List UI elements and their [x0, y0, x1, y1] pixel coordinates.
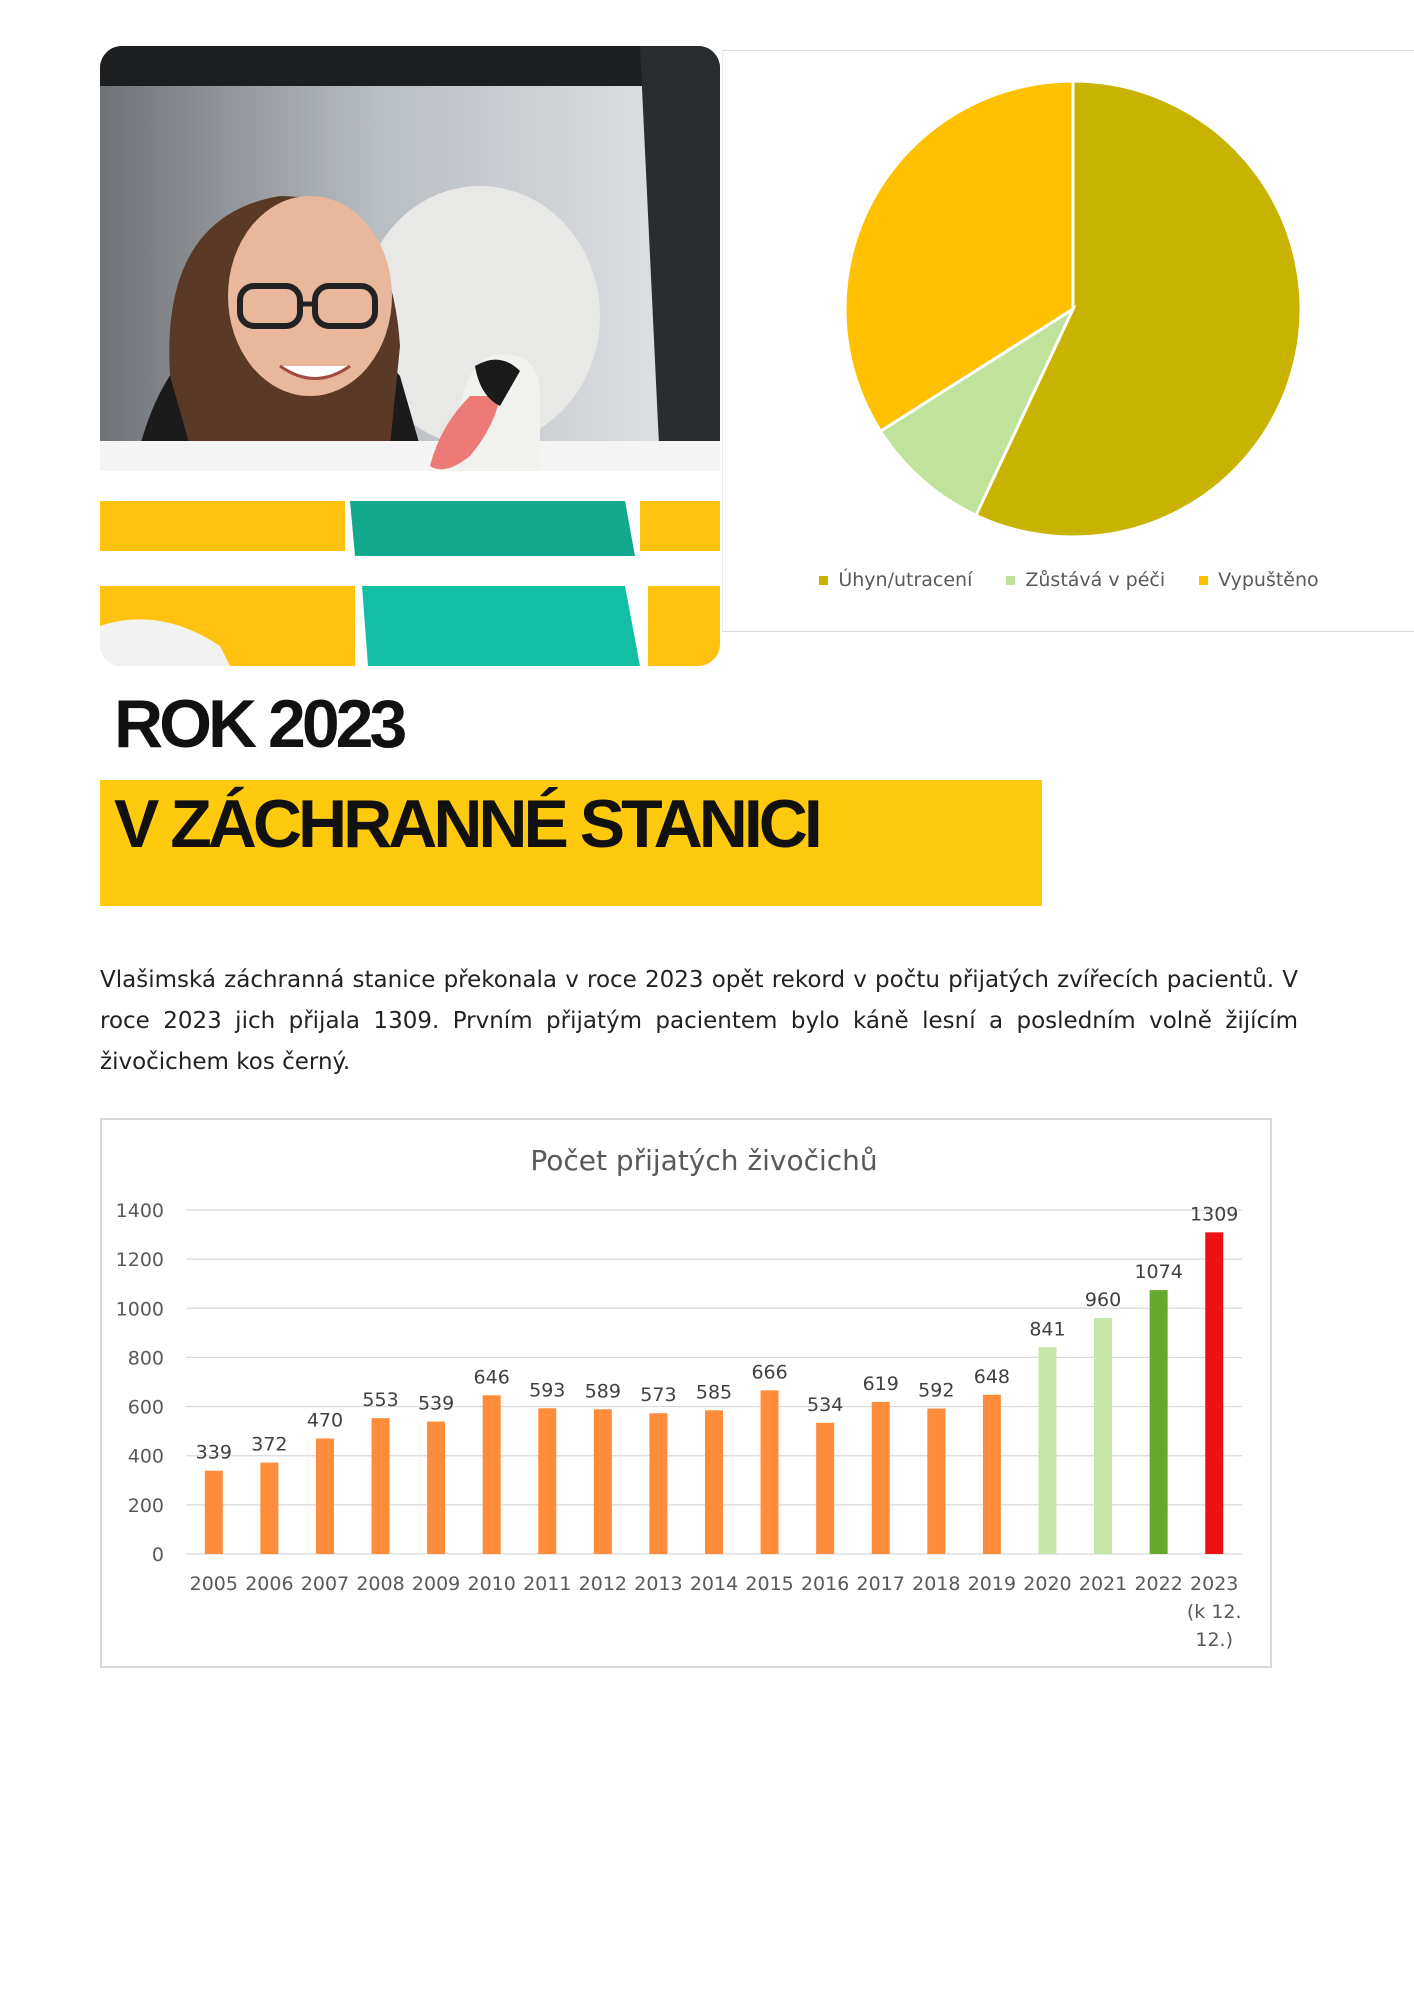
bar-1 [260, 1463, 278, 1554]
bar-16 [1094, 1318, 1112, 1554]
pie-legend [723, 569, 1414, 591]
pie-legend-item [1006, 569, 1165, 591]
x-tick-label: 2019 [967, 1573, 1017, 1595]
legend-swatch [1006, 576, 1015, 585]
bar-4 [427, 1422, 445, 1554]
body-paragraph: Vlašimská záchranná stanice překonala v roce 2023 opět rekord v počtu přijatých zvířecích pacientů. V roce 2023 jich přijala 1309. Prvním přijatým pacientem bylo káně lesní a posledním volně žijícím živočichem kos černý. [100, 967, 1298, 1075]
bar-7 [594, 1409, 612, 1554]
x-tick-label: 2017 [856, 1573, 905, 1595]
legend-swatch [1199, 576, 1208, 585]
data-label: 666 [751, 1361, 788, 1384]
x-tick-label: 2011 [523, 1573, 572, 1595]
x-tick-label: 2016 [800, 1573, 850, 1595]
data-label: 372 [251, 1433, 288, 1456]
y-tick-label: 200 [127, 1494, 164, 1517]
x-tick-label: 2015 [745, 1573, 794, 1595]
data-label: 539 [417, 1392, 455, 1415]
pie-legend-item [819, 569, 972, 591]
bar-chart-panel [100, 1118, 1272, 1668]
x-tick-label: 2021 [1078, 1573, 1128, 1595]
data-label: 593 [529, 1379, 566, 1402]
x-tick-label: 2014 [689, 1573, 739, 1595]
data-label: 592 [918, 1379, 955, 1402]
x-tick-label: 2006 [245, 1573, 294, 1595]
x-tick-label: 2013 [634, 1573, 683, 1595]
x-tick-label: 2022 [1134, 1573, 1183, 1595]
data-label: 339 [195, 1441, 232, 1464]
x-tick-label: 12.) [1195, 1629, 1234, 1651]
y-tick-label: 1400 [115, 1200, 164, 1222]
legend-label: Vypuštěno [1218, 569, 1319, 591]
bar-12 [872, 1402, 890, 1554]
data-label: 553 [362, 1389, 399, 1412]
x-tick-label: 2009 [411, 1573, 461, 1595]
data-label: 470 [306, 1409, 344, 1432]
legend-swatch [819, 576, 828, 585]
legend-label: Úhyn/utracení [838, 569, 973, 591]
x-tick-label: 2020 [1023, 1573, 1072, 1595]
data-label: 619 [862, 1372, 899, 1395]
bar-14 [983, 1395, 1001, 1554]
x-tick-label: 2018 [912, 1573, 961, 1595]
bar-9 [705, 1410, 723, 1554]
bar-0 [205, 1471, 223, 1554]
data-label: 534 [807, 1393, 844, 1416]
page-title-line2: V ZÁCHRANNÉ STANICI [114, 786, 819, 862]
bar-8 [649, 1413, 667, 1554]
x-tick-label: (k 12. [1186, 1601, 1242, 1623]
photo-illustration [100, 46, 720, 666]
y-tick-label: 600 [127, 1396, 164, 1419]
x-tick-label: 2023 [1190, 1573, 1239, 1595]
bar-17 [1150, 1290, 1168, 1554]
bar-10 [761, 1390, 779, 1554]
x-tick-label: 2007 [300, 1573, 350, 1595]
pie-chart [723, 51, 1414, 561]
x-tick-label: 2005 [189, 1573, 238, 1595]
data-label: 1309 [1190, 1203, 1239, 1226]
bar-13 [927, 1409, 945, 1554]
bar-5 [483, 1395, 501, 1554]
page-title-line1: ROK 2023 [114, 686, 404, 762]
bar-11 [816, 1423, 834, 1554]
y-tick-label: 0 [151, 1544, 164, 1566]
data-label: 960 [1084, 1289, 1122, 1312]
data-label: 648 [973, 1365, 1011, 1388]
bar-chart [102, 1120, 1270, 1666]
y-tick-label: 800 [127, 1347, 164, 1370]
y-tick-label: 400 [127, 1445, 164, 1468]
data-label: 646 [473, 1366, 510, 1389]
data-label: 585 [695, 1381, 733, 1404]
bar-15 [1038, 1347, 1056, 1554]
data-label: 589 [584, 1380, 621, 1403]
legend-label: Zůstává v péči [1025, 569, 1166, 591]
x-tick-label: 2010 [467, 1573, 516, 1595]
bar-3 [372, 1418, 390, 1554]
hero-photo [100, 46, 720, 666]
data-label: 1074 [1134, 1261, 1183, 1284]
data-label: 573 [640, 1384, 677, 1407]
y-tick-label: 1200 [115, 1249, 164, 1272]
x-tick-label: 2008 [356, 1573, 405, 1595]
bar-6 [538, 1408, 556, 1554]
x-tick-label: 2012 [578, 1573, 628, 1595]
bar-18 [1205, 1232, 1223, 1554]
pie-chart-panel [722, 50, 1414, 632]
bar-chart-title: Počet přijatých živočichů [530, 1144, 878, 1177]
pie-legend-item [1199, 569, 1319, 591]
y-tick-label: 1000 [115, 1298, 164, 1321]
data-label: 841 [1029, 1318, 1066, 1341]
bar-2 [316, 1439, 334, 1554]
